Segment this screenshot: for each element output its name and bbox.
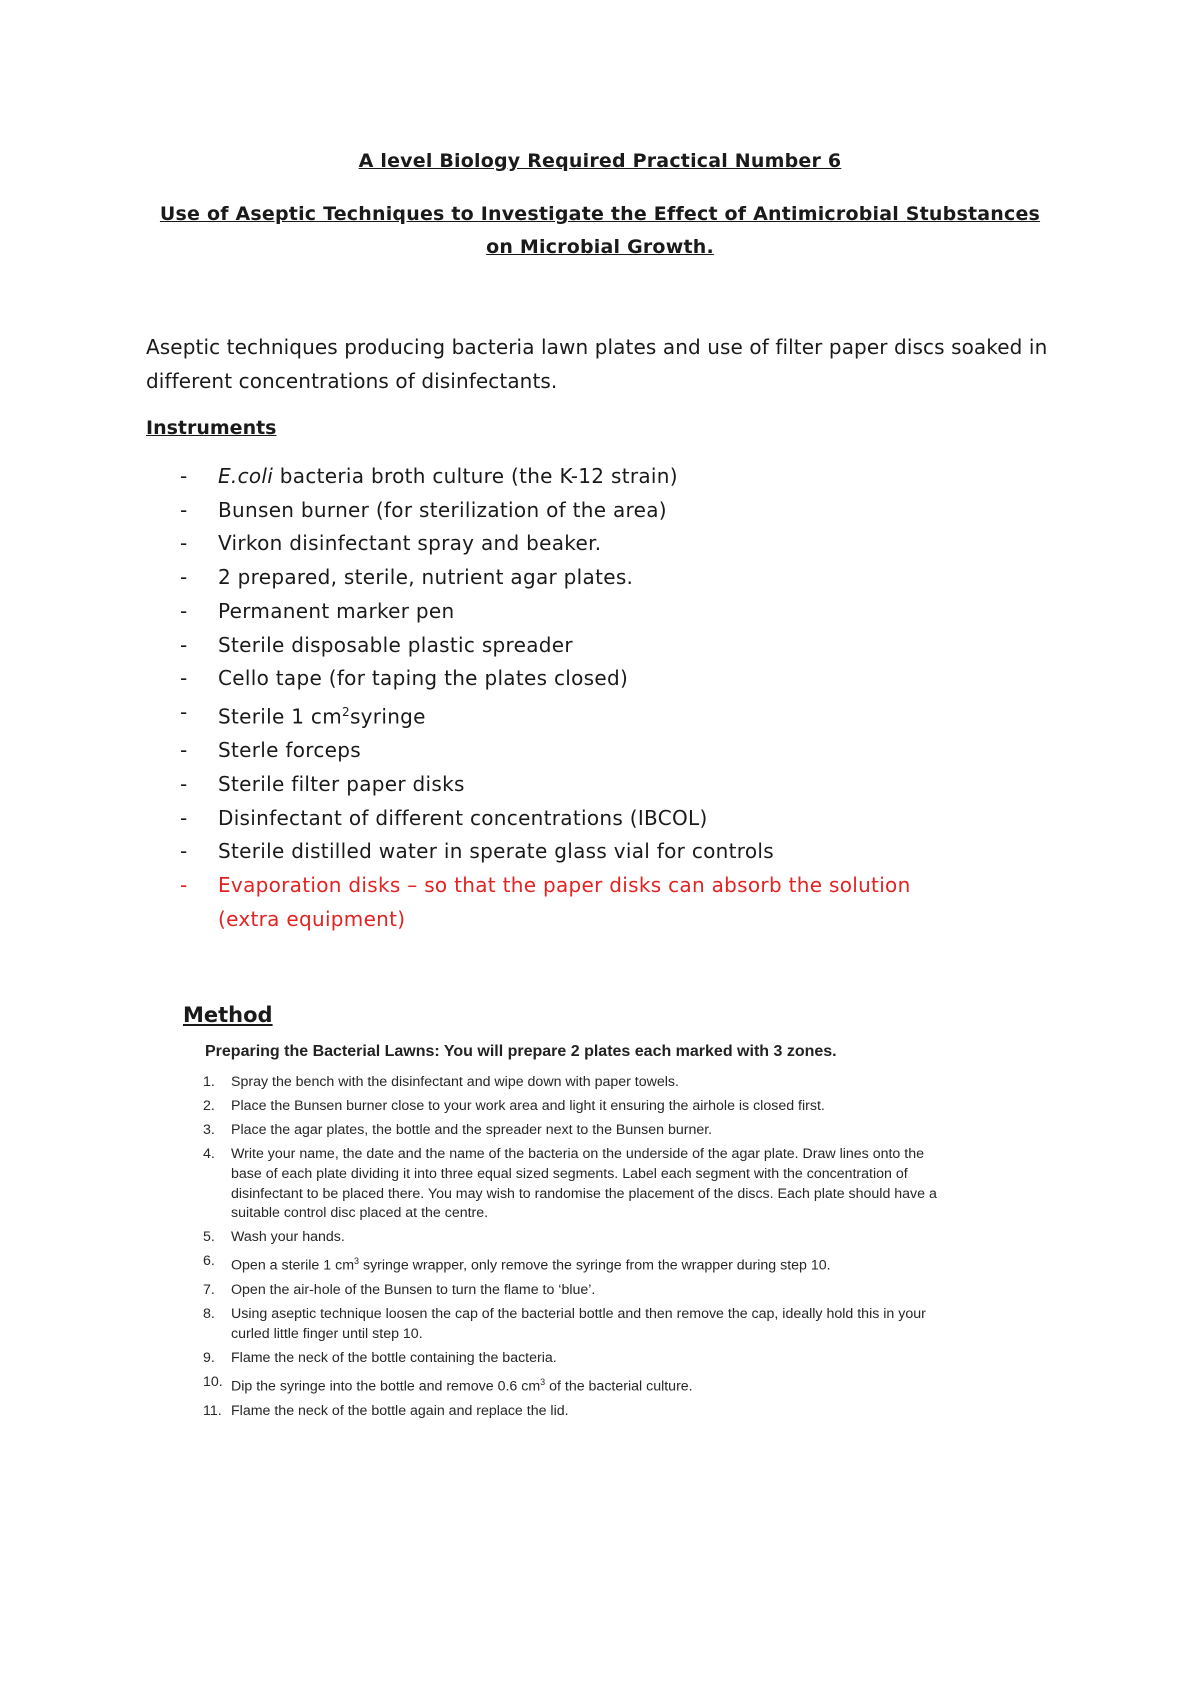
- step-number: 3.: [203, 1121, 215, 1138]
- list-dash: -: [180, 464, 188, 488]
- list-dash: -: [180, 699, 188, 724]
- step-number: 9.: [203, 1349, 215, 1366]
- item-text: Virkon disinfectant spray and beaker.: [218, 531, 602, 556]
- list-item: [180, 460, 1080, 494]
- list-item: [203, 1373, 943, 1398]
- item-text: Sterle forceps: [218, 738, 361, 763]
- step-text: Spray the bench with the disinfectant and wipe down with paper towels.: [231, 1074, 679, 1090]
- step-text: Open a sterile 1 cm: [231, 1258, 355, 1275]
- step-number: 7.: [203, 1282, 215, 1299]
- list-item: [203, 1097, 943, 1117]
- step-number: 8.: [203, 1306, 215, 1323]
- list-item: [180, 802, 1080, 836]
- list-item: [180, 662, 1080, 696]
- item-text: Sterile distilled water in sperate glass vial for controls: [218, 839, 774, 864]
- superscript: 3: [354, 1256, 360, 1267]
- list-item: [180, 768, 1080, 802]
- intro-paragraph: Aseptic techniques producing bacteria lawn plates and use of filter paper discs soaked in different concentrations of disinfectants.: [146, 335, 1048, 393]
- item-text: Sterile filter paper disks: [218, 771, 465, 796]
- list-dash: -: [180, 771, 188, 796]
- item-text: Sterile 1 cm: [218, 704, 343, 729]
- list-dash: -: [180, 598, 188, 623]
- list-item: [203, 1281, 943, 1301]
- list-dash: -: [180, 632, 188, 657]
- item-text: Permanent marker pen: [218, 598, 455, 623]
- subtitle-line-1: Use of Aseptic Techniques to Investigate the Effect of Antimicrobial Stubstances: [159, 203, 1041, 225]
- list-dash: -: [180, 738, 188, 763]
- item-text: Disinfectant of different concentrations (IBCOL): [218, 805, 708, 830]
- page-subtitle: [140, 198, 1060, 264]
- list-item-extra-equipment: [180, 869, 1080, 936]
- item-text: Sterile disposable plastic spreader: [218, 632, 573, 657]
- step-number: 11.: [203, 1402, 222, 1419]
- step-text: Dip the syringe into the bottle and remove 0.6 cm: [231, 1378, 541, 1395]
- list-item: [203, 1402, 943, 1422]
- step-text: Using aseptic technique loosen the cap of the bacterial bottle and then remove the cap, ideally hold this in your curled little finger until step 10.: [231, 1306, 926, 1342]
- method-heading: Method: [183, 1003, 273, 1027]
- item-text: 2 prepared, sterile, nutrient agar plates.: [218, 565, 634, 590]
- item-text: Evaporation disks – so that the paper disks can absorb the solution: [218, 873, 911, 898]
- list-item: [203, 1252, 943, 1277]
- list-item: [203, 1145, 943, 1224]
- list-dash: -: [180, 839, 188, 864]
- step-number: 1.: [203, 1074, 215, 1090]
- step-text: Write your name, the date and the name of the bacteria on the underside of the agar plate. Draw lines onto the base of each plate dividing it into three equal sized segments. Label each segment with the concentration of disinfectant to be placed there. You may wish to randomise the placement of the discs. Each plate should have a suitable control disc placed at the centre.: [231, 1145, 937, 1222]
- subtitle-line-2: on Microbial Growth.: [486, 236, 714, 258]
- list-item: [203, 1228, 943, 1248]
- list-item: [203, 1121, 943, 1141]
- list-item: [203, 1349, 943, 1369]
- item-text-after: syringe: [349, 704, 426, 729]
- step-text-after: syringe wrapper, only remove the syringe from the wrapper during step 10.: [359, 1258, 831, 1275]
- item-text-line-2: (extra equipment): [218, 906, 406, 931]
- list-item: [180, 527, 1080, 561]
- list-item: [180, 629, 1080, 663]
- step-number: 10.: [203, 1373, 223, 1390]
- step-number: 4.: [203, 1145, 215, 1162]
- list-item: [180, 595, 1080, 629]
- step-number: 2.: [203, 1097, 215, 1114]
- list-dash: -: [180, 565, 188, 590]
- list-item: [180, 696, 1080, 734]
- list-item: [180, 734, 1080, 768]
- list-dash: -: [180, 497, 188, 522]
- list-dash: -: [180, 805, 188, 830]
- list-item: [203, 1073, 943, 1093]
- list-dash: -: [180, 873, 188, 898]
- instruments-heading: Instruments: [146, 417, 277, 439]
- superscript: 2: [342, 704, 350, 719]
- method-steps-list: [203, 1073, 943, 1425]
- list-dash: -: [180, 666, 188, 691]
- page-title: A level Biology Required Practical Number 6: [358, 150, 842, 172]
- instruments-list: [180, 460, 1080, 937]
- step-number: 5.: [203, 1229, 215, 1246]
- step-number: 6.: [203, 1253, 215, 1270]
- step-text: Wash your hands.: [231, 1229, 345, 1246]
- item-italic: E.coli: [218, 464, 274, 488]
- superscript: 3: [540, 1376, 546, 1387]
- item-text: Cello tape (for taping the plates closed): [218, 666, 629, 691]
- list-item: [203, 1305, 943, 1345]
- step-text: Flame the neck of the bottle again and replace the lid.: [231, 1402, 569, 1419]
- list-dash: -: [180, 531, 188, 556]
- item-text: bacteria broth culture (the K-12 strain): [273, 464, 678, 488]
- list-item: [180, 835, 1080, 869]
- step-text-after: of the bacterial culture.: [545, 1378, 693, 1395]
- list-item: [180, 494, 1080, 528]
- preparing-heading: Preparing the Bacterial Lawns: You will prepare 2 plates each marked with 3 zones.: [205, 1043, 837, 1060]
- item-text: Bunsen burner (for sterilization of the area): [218, 497, 667, 522]
- step-text: Place the agar plates, the bottle and the spreader next to the Bunsen burner.: [231, 1121, 713, 1138]
- list-item: [180, 561, 1080, 595]
- step-text: Place the Bunsen burner close to your work area and light it ensuring the airhole is closed first.: [231, 1097, 825, 1114]
- step-text: Flame the neck of the bottle containing the bacteria.: [231, 1349, 557, 1366]
- step-text: Open the air-hole of the Bunsen to turn the flame to ‘blue’.: [231, 1282, 596, 1299]
